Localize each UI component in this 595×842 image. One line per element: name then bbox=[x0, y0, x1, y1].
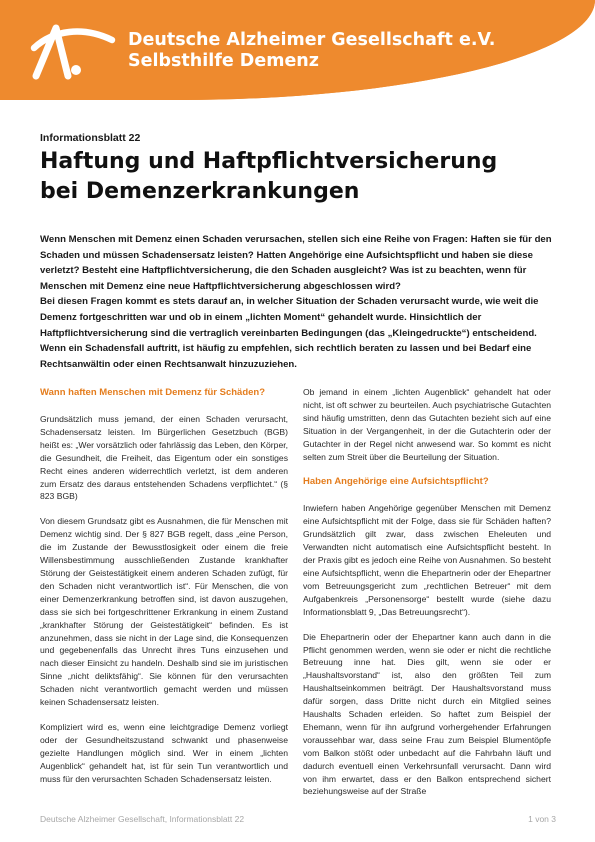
intro-paragraph: Wenn Menschen mit Demenz einen Schaden verursachen, stellen sich eine Reihe von Fragen: Haften sie für den Schaden und müssen Schadensersatz leisten? Hatten Angehörige eine Aufsichtspflicht und haben sie diese verletzt? Besteht eine Haftpflichtversicherung, die den Schaden ausgleicht? Was ist zu beachten, wenn für Menschen mit Demenz eine neue Haftpflichtversicherung abgeschlossen wird? bbox=[40, 234, 552, 292]
alzheimer-logo-icon bbox=[28, 18, 118, 82]
body-paragraph: Grundsätzlich muss jemand, der einen Schaden verursacht, Schadensersatz leisten. Im Bürgerlichen Gesetzbuch (BGB) heißt es: „Wer vorsätzlich oder fahrlässig das Leben, den Körper, die Gesundheit, die Freiheit, das Eigentum oder ein sonstiges Recht eines anderen widerrechtlich verletzt, ist dem anderen zum Ersatz des daraus entstehenden Schadens verpflichtet.“ (§ 823 BGB) bbox=[40, 414, 288, 502]
section-heading-supervision: Haben Angehörige eine Aufsichtspflicht? bbox=[303, 476, 489, 488]
body-paragraph: Die Ehepartnerin oder der Ehepartner kann auch dann in die Pflicht genommen werden, wenn sie oder er nicht die rechtliche Betreuung inne hat. Dies gilt, wenn sie oder er „Haushaltsvorstand“ ist, also den größten Teil zum Haushaltseinkommen beiträgt. Der Haushaltsvorstand muss dafür sorgen, dass Dritte nicht durch ein Mitglied seines Haushalts Schaden erleiden. So haftet zum Beispiel der Ehemann, wenn für ihn aufgrund vorhergehender Erfahrungen voraussehbar war, dass seine Frau zum Beispiel Blumentöpfe vom Balkon stößt oder unbedacht auf die Fahrbahn läuft und dadurch eventuell einen Verkehrsunfall verursacht. Dann wird von ihm erwartet, dass er den Balkon entsprechend sichert beziehungsweise auf der Straße bbox=[303, 631, 551, 797]
organization-name-line2: Selbsthilfe Demenz bbox=[128, 51, 319, 71]
body-paragraph: Ob jemand in einem „lichten Augenblick“ gehandelt hat oder nicht, ist oft schwer zu beurteilen. Auch psychiatrische Gutachten sind häufig umstritten, denn das Gutachten bezieht sich auf eine Situation in der Vergangenheit, in der die Gutachterin oder der Gutachter in der Regel nicht anwesend war. So kommt es nicht selten zum Streit über die Beurteilung der Situation. bbox=[303, 387, 551, 462]
document-label: Informationsblatt 22 bbox=[40, 132, 141, 144]
organization-name bbox=[128, 30, 495, 72]
organization-name-line1: Deutsche Alzheimer Gesellschaft e.V. bbox=[128, 30, 496, 50]
page-title-line1: Haftung und Haftpflichtversicherung bbox=[40, 149, 498, 174]
page-title bbox=[40, 147, 560, 207]
body-paragraph: Kompliziert wird es, wenn eine leichtgradige Demenz vorliegt oder der Gesundheitszustand schwankt und phasenweise gezielte Handlungen möglich sind. Wer in einem „lichten Augenblick“ gehandelt hat, ist für sein Tun verantwortlich und muss für den verursachten Schaden Schadensersatz leisten. bbox=[40, 721, 288, 784]
page-number: 1 von 3 bbox=[528, 814, 556, 824]
body-paragraph: Von diesem Grundsatz gibt es Ausnahmen, die für Menschen mit Demenz wichtig sind. Der § 827 BGB regelt, dass „eine Person, die im Zustande der Bewusstlosigkeit oder einem die freie Willensbestimmung ausschließenden Zustande krankhafter Störung der Geistestätigkeit einem anderen Schaden zufügt, für den Schaden nicht verantwortlich ist“. Für Menschen, die von einer Demenzerkrankung betroffen sind, ist davon auszugehen, dass sie sich bei fortgeschrittener Erkrankung in einem Zustand „krankhafter Störung der Geistestätigkeit“ befinden. Es ist anzunehmen, dass sie nicht in der Lage sind, die Konsequenzen und gegebenenfalls das Unrecht ihres Tuns einzusehen und nach dieser Einsicht zu handeln. Deshalb sind sie im juristischen Sinne „nicht deliktsfähig“. Sie können für den verursachten Schaden nicht verantwortlich gemacht werden und müssen keinen Schadensersatz leisten. bbox=[40, 516, 288, 708]
footer-source: Deutsche Alzheimer Gesellschaft, Informationsblatt 22 bbox=[40, 814, 245, 824]
left-column bbox=[40, 386, 288, 797]
intro-paragraph: Bei diesen Fragen kommt es stets darauf an, in welcher Situation der Schaden verursacht wurde, wie weit die Demenz fortgeschritten war und ob in einem „lichten Moment“ gehandelt wurde. Hinsichtlich der Haftpflichtversicherung sind die vertraglich vereinbarten Bedingungen (das „Kleingedruckte“) entscheidend. Wenn ein Schadensfall auftritt, ist häufig zu empfehlen, sich rechtlich beraten zu lassen und bei Bedarf eine Rechtsanwältin oder einen Rechtsanwalt hinzuzuziehen. bbox=[40, 296, 539, 370]
intro-text bbox=[40, 232, 560, 372]
section-heading-liability: Wann haften Menschen mit Demenz für Schäden? bbox=[40, 387, 266, 398]
page-title-line2: bei Demenzerkrankungen bbox=[40, 179, 360, 204]
page-header bbox=[0, 0, 595, 100]
body-paragraph: Inwiefern haben Angehörige gegenüber Menschen mit Demenz eine Aufsichtspflicht mit der Folge, dass sie für Schäden haften? Grundsätzlich gilt zwar, dass zwischen Eheleuten und Verwandten nicht automatisch eine Aufsichtspflicht besteht. In der Praxis gibt es jedoch eine Reihe von Ausnahmen. So besteht eine Aufsichtspflicht, wenn die Ehepartnerin oder der Ehepartner vom Betreuungsgericht zum „rechtlichen Betreuer“ mit dem Aufgabenkreis „Personensorge“ bestellt wurde (siehe dazu Informationsblatt 9, „Das Betreuungsrecht“). bbox=[303, 503, 551, 617]
right-column bbox=[303, 386, 551, 810]
